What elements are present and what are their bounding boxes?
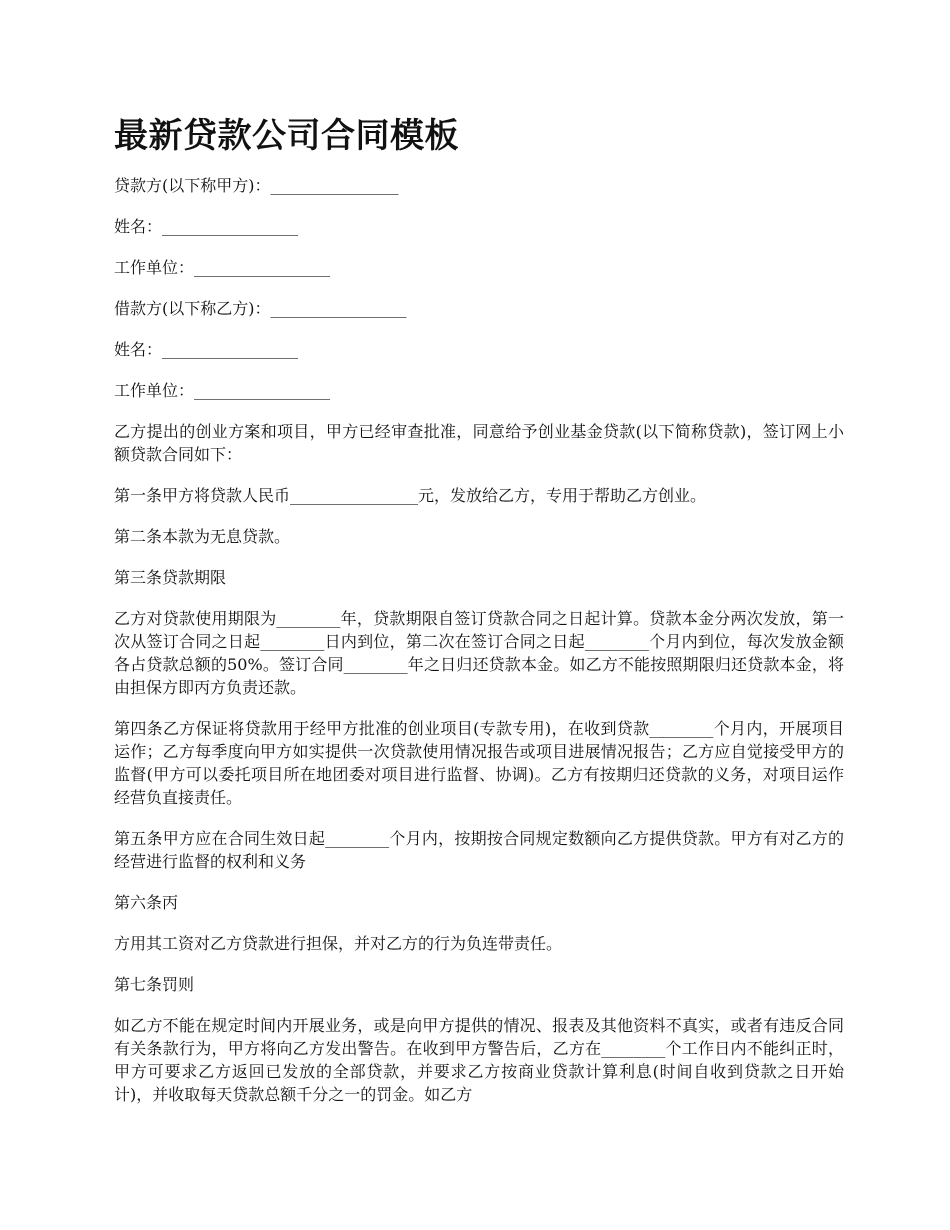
lender-name-line: 姓名：_________________ [114,217,299,236]
article-3-body: 乙方对贷款使用期限为________年，贷款期限自签订贷款合同之日起计算。贷款本金分两次发放，第一次从签订合同之日起________日内到位，第二次在签订合同之日起________个月内到位，每次发放金额各占贷款总额的50%。签订合同________年之日归还贷款本金。如乙方不能按照期限归还贷款本金，将由担保方即丙方负责还款。 [114,609,844,697]
borrower-name-line: 姓名：_________________ [114,340,299,359]
article-4: 第四条乙方保证将贷款用于经甲方批准的创业项目(专款专用)，在收到贷款________个月内，开展项目运作；乙方每季度向甲方如实提供一次贷款使用情况报告或项目进展情况报告；乙方应自觉接受甲方的监督(甲方可以委托项目所在地团委对项目进行监督、协调)。乙方有按期归还贷款的义务，对项目运作经营负直接责任。 [114,719,844,807]
borrower-employer-line: 工作单位：_________________ [114,381,331,400]
borrower-line: 借款方(以下称乙方)：_________________ [114,299,407,318]
lender-line: 贷款方(以下称甲方)：________________ [114,176,399,195]
article-5: 第五条甲方应在合同生效日起________个月内，按期按合同规定数额向乙方提供贷款。甲方有对乙方的经营进行监督的权利和义务 [114,829,844,871]
article-7-heading: 第七条罚则 [114,975,195,994]
document-page [114,108,844,1124]
article-3-heading: 第三条贷款期限 [114,568,227,587]
article-2: 第二条本款为无息贷款。 [114,527,291,546]
lender-employer-line: 工作单位：_________________ [114,258,331,277]
article-1: 第一条甲方将贷款人民币________________元，发放给乙方，专用于帮助乙方创业。 [114,486,707,505]
article-6-heading: 第六条丙 [114,893,179,912]
document-title: 最新贷款公司合同模板 [114,116,459,156]
article-6-body: 方用其工资对乙方贷款进行担保，并对乙方的行为负连带责任。 [114,934,563,953]
preamble-paragraph: 乙方提出的创业方案和项目，甲方已经审查批准，同意给予创业基金贷款(以下简称贷款)，签订网上小额贷款合同如下： [114,422,844,464]
article-7-body: 如乙方不能在规定时间内开展业务，或是向甲方提供的情况、报表及其他资料不真实，或者有违反合同有关条款行为，甲方将向乙方发出警告。在收到甲方警告后，乙方在________个工作日内不能纠正时，甲方可要求乙方返回已发放的全部贷款，并要求乙方按商业贷款计算利息(时间自收到贷款之日开始计)，并收取每天贷款总额千分之一的罚金。如乙方 [114,1016,844,1104]
